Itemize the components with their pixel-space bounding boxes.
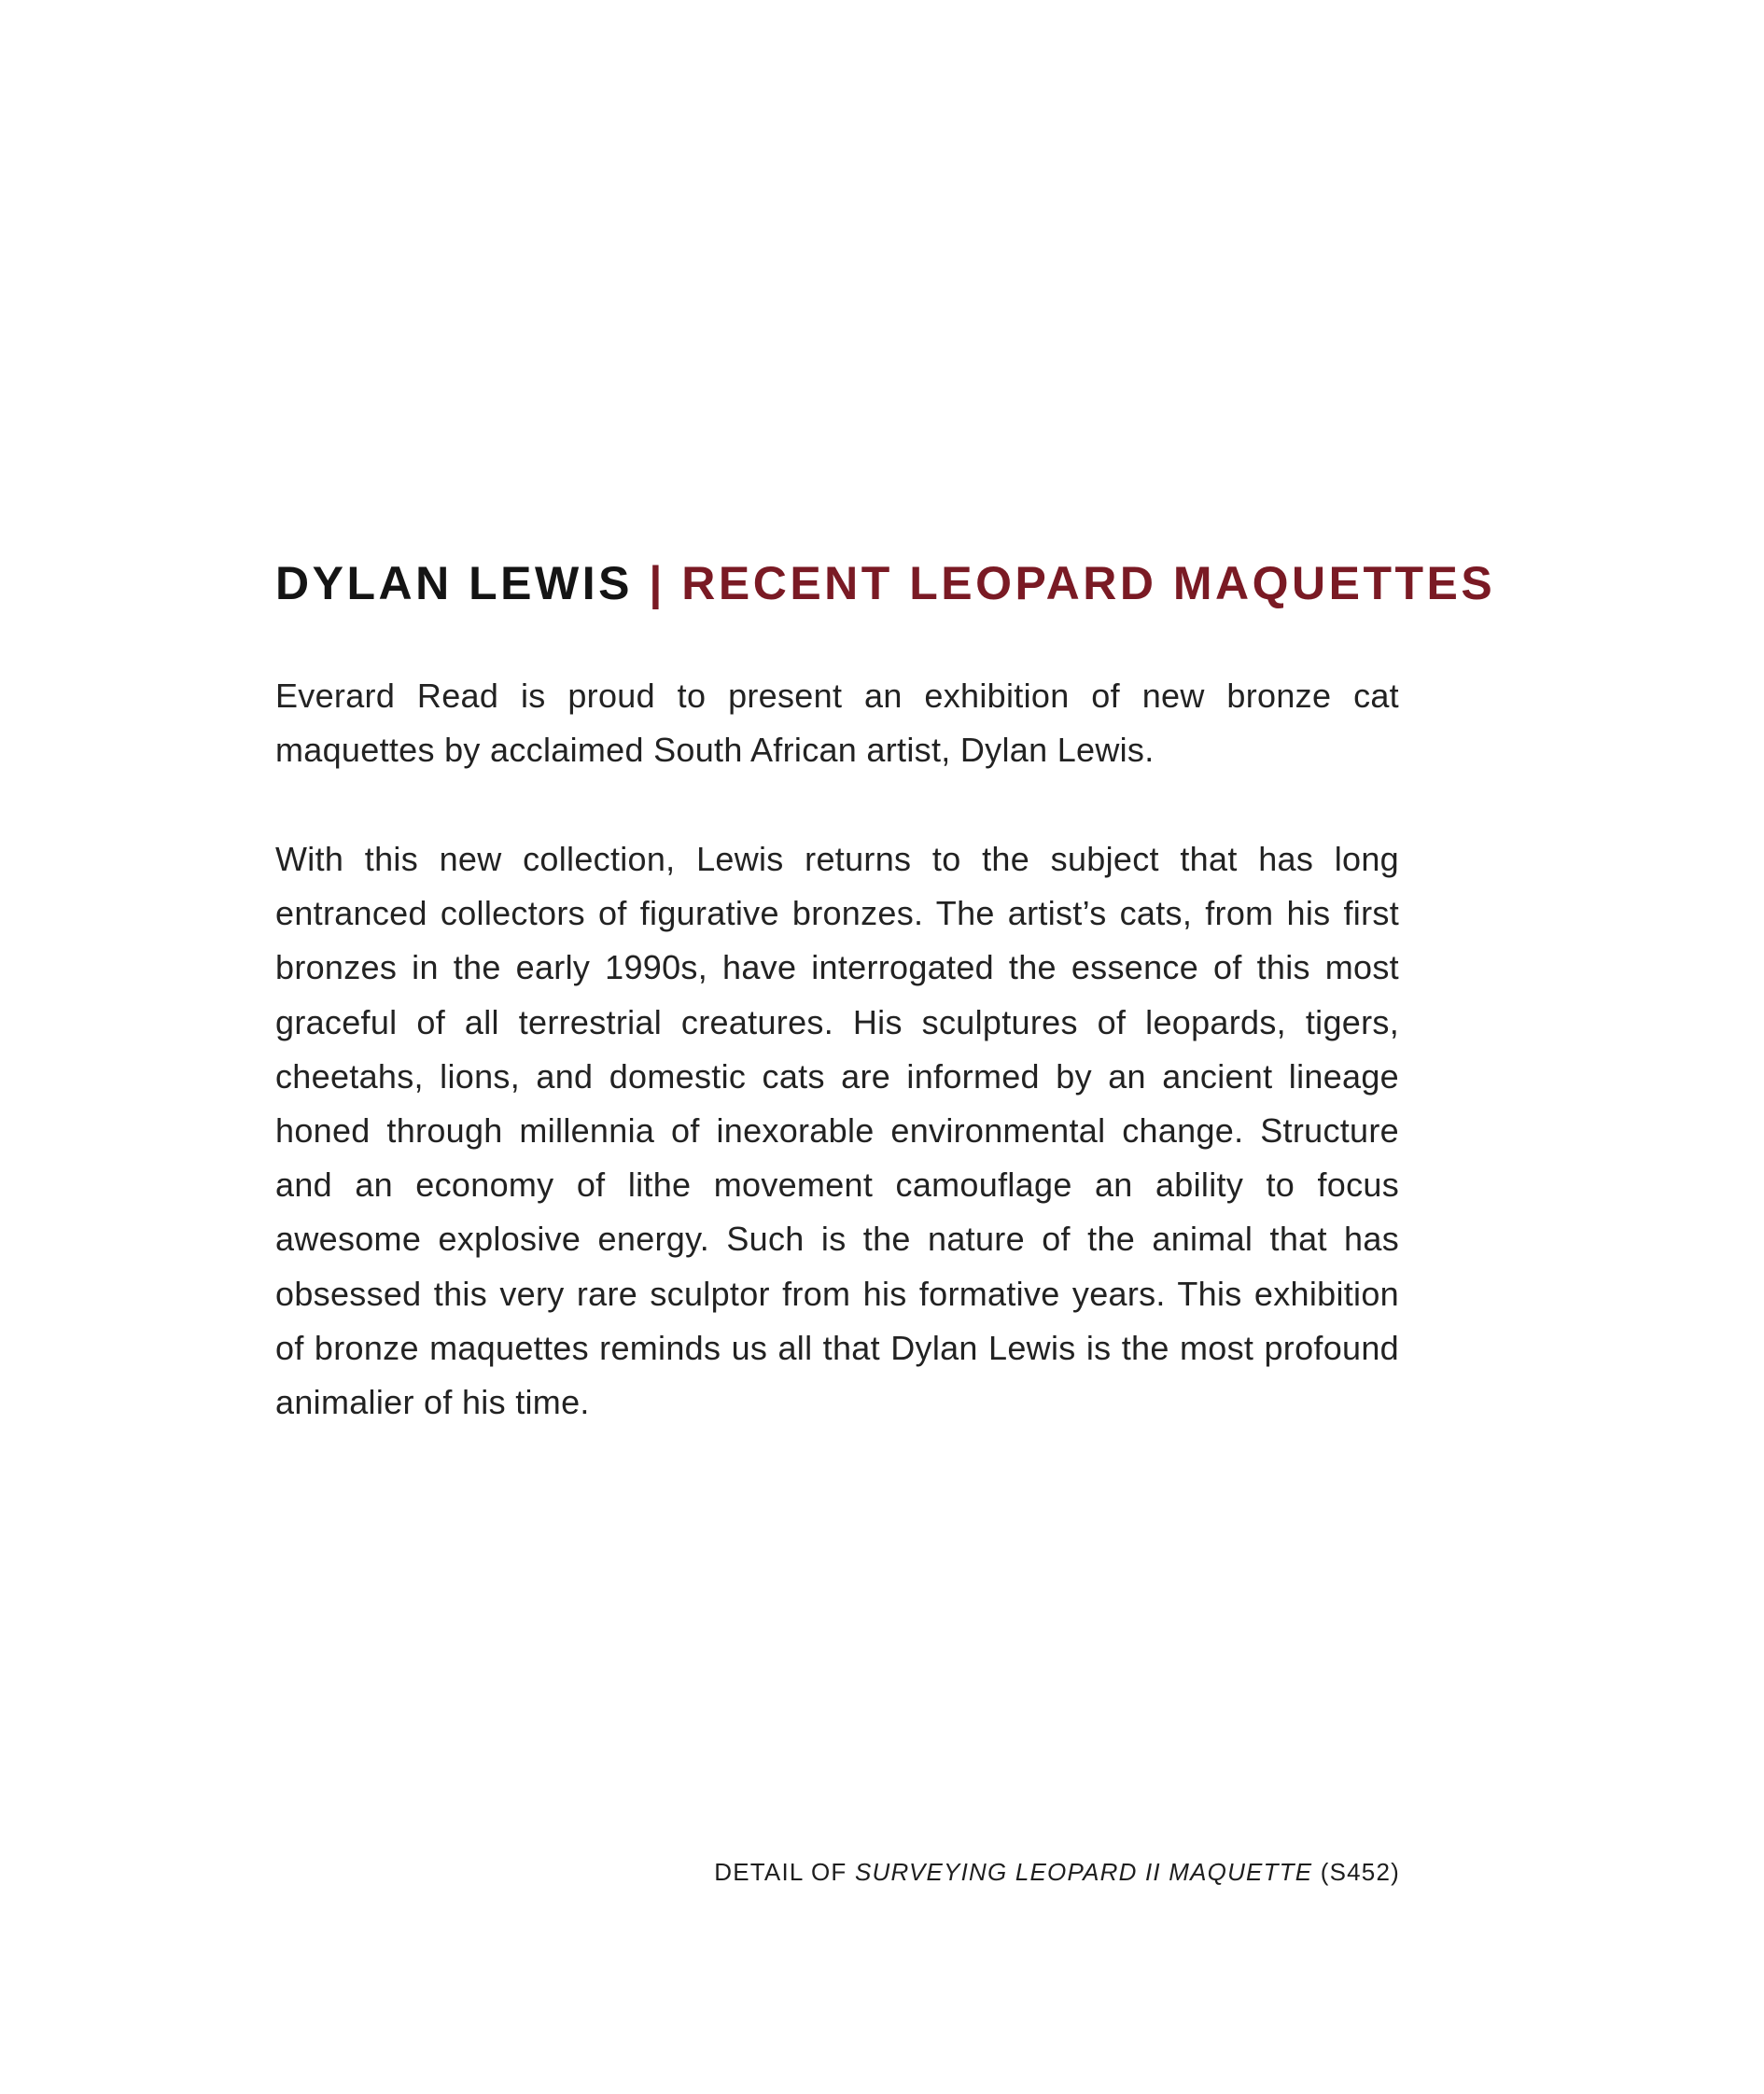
artist-name: DYLAN LEWIS xyxy=(275,557,633,609)
caption-work-title: SURVEYING LEOPARD II MAQUETTE xyxy=(854,1858,1313,1886)
heading-separator: | xyxy=(649,557,665,609)
caption-prefix: DETAIL OF xyxy=(714,1858,847,1886)
caption-code: (S452) xyxy=(1320,1858,1400,1886)
description-paragraph: With this new collection, Lewis returns to the subject that has long entranced collectors of figurative bronzes. The artist’s cats, from his first bronzes in the early 1990s, have interrogated the essence of this most graceful of all terrestrial creatures. His sculptures of leopards, tigers, cheetahs, lions, and domestic cats are informed by an ancient lineage honed through millennia of inexorable environmental change. Structure and an economy of lithe movement camouflage an ability to focus awesome explosive energy. Such is the nature of the animal that has obsessed this very rare sculptor from his formative years. This exhibition of bronze maquettes reminds us all that Dylan Lewis is the most profound animalier of his time. xyxy=(275,840,1399,1422)
exhibition-title: RECENT LEOPARD MAQUETTES xyxy=(681,557,1496,609)
image-caption xyxy=(653,1858,1400,1887)
page-heading xyxy=(275,551,1496,616)
intro-paragraph: Everard Read is proud to present an exhibition of new bronze cat maquettes by acclaimed South African artist, Dylan Lewis. xyxy=(275,677,1399,770)
